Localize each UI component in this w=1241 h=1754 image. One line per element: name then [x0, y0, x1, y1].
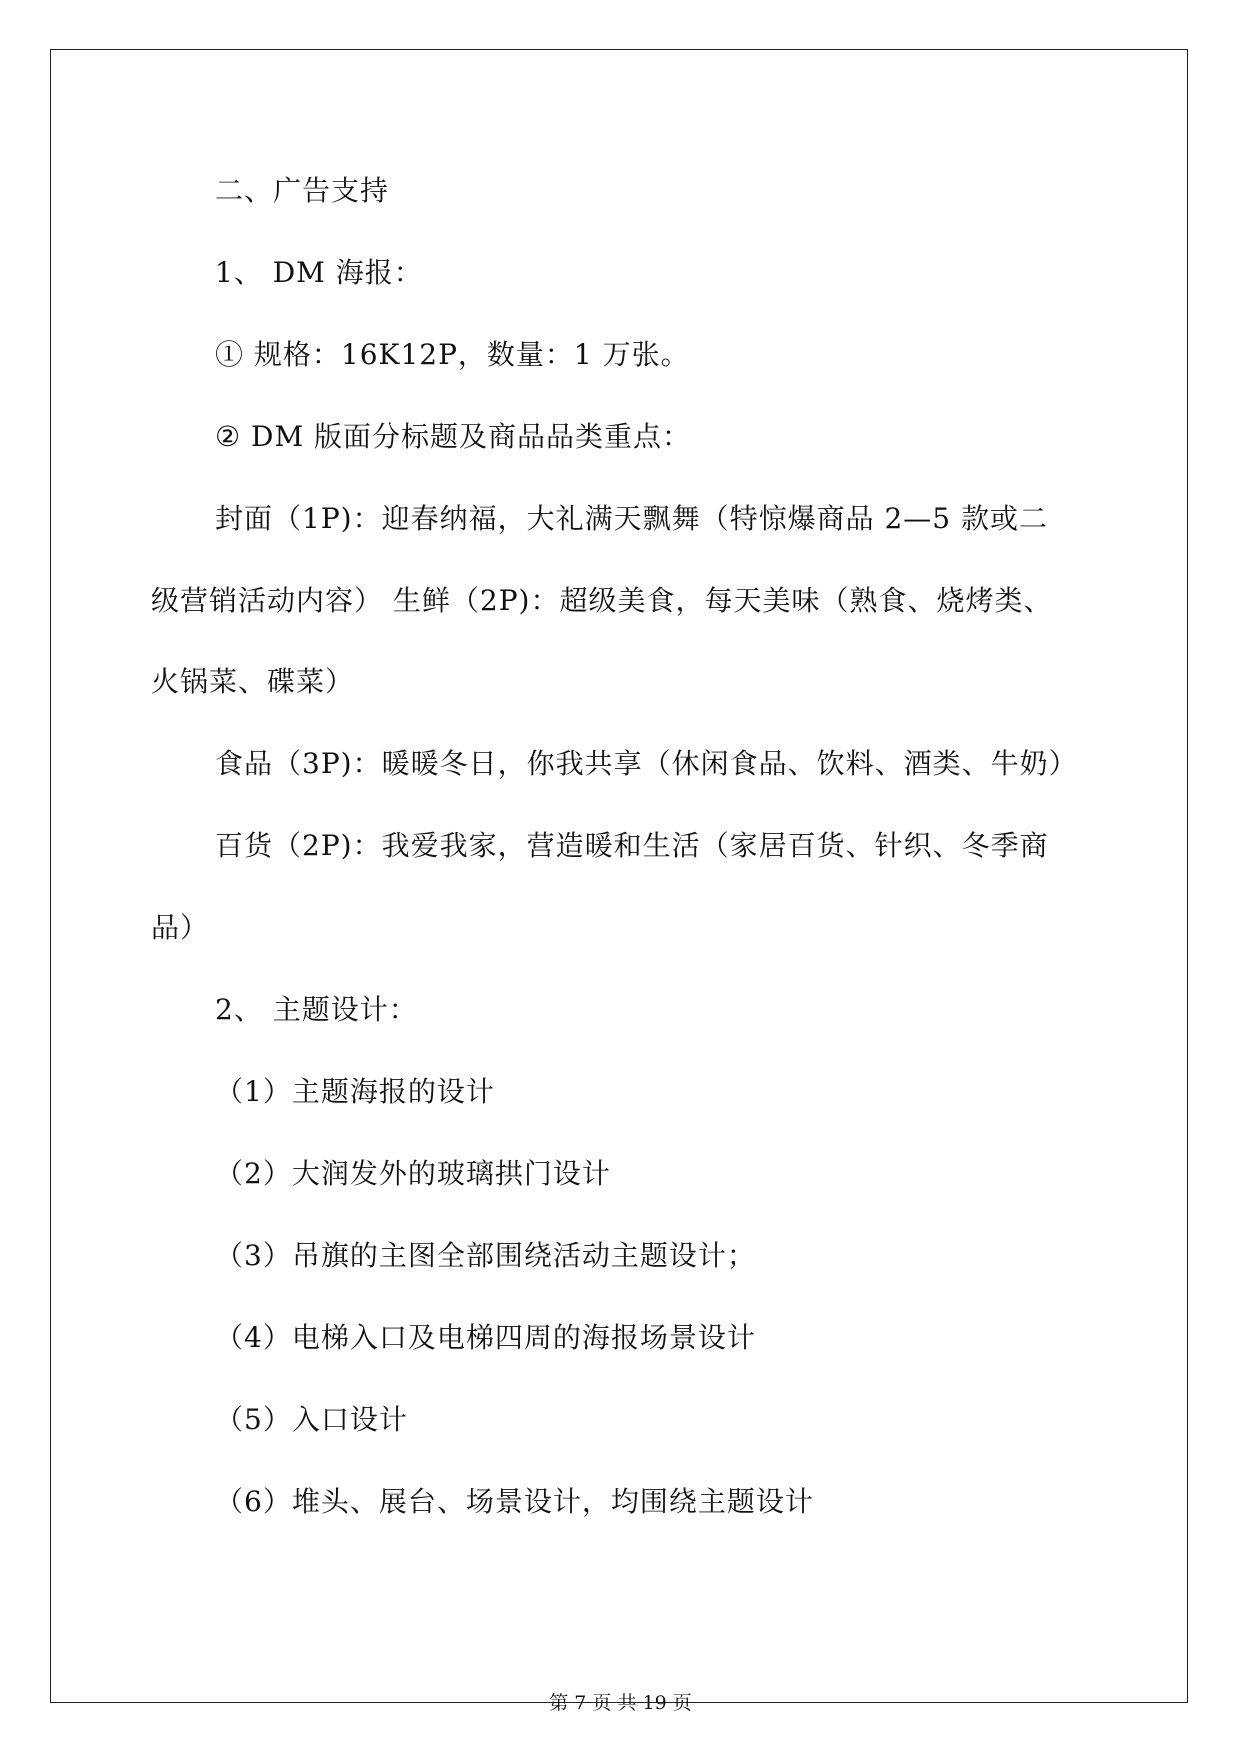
- theme-item: （4）电梯入口及电梯四周的海报场景设计: [215, 1321, 756, 1354]
- theme-heading: 2、 主题设计：: [215, 993, 418, 1026]
- cover-line-1: 封面（1P)：迎春纳福，大礼满天飘舞（特惊爆商品 2—5 款或二: [215, 502, 1049, 535]
- theme-item: （3）吊旗的主图全部围绕活动主题设计；: [215, 1239, 756, 1272]
- theme-item: （5）入口设计: [215, 1403, 408, 1436]
- goods-line-1: 百货（2P)：我爱我家，营造暖和生活（家居百货、针织、冬季商: [215, 829, 1049, 862]
- cover-line-2: 级营销活动内容） 生鲜（2P)：超级美食，每天美味（熟食、烧烤类、: [151, 584, 1053, 617]
- theme-item: （6）堆头、展台、场景设计，均围绕主题设计: [215, 1485, 814, 1518]
- dm-spec: ① 规格：16K12P，数量：1 万张。: [215, 338, 690, 371]
- dm-heading: 1、 DM 海报：: [215, 256, 423, 289]
- dm-layout-intro: ② DM 版面分标题及商品品类重点：: [215, 420, 692, 453]
- food-line: 食品（3P)：暖暖冬日，你我共享（休闲食品、饮料、酒类、牛奶）: [215, 747, 1078, 780]
- page-number-footer: 第 7 页 共 19 页: [549, 1692, 692, 1714]
- section-title: 二、广告支持: [215, 174, 390, 207]
- page-border: [50, 49, 1188, 1703]
- goods-line-2: 品）: [151, 911, 210, 944]
- theme-item: （1）主题海报的设计: [215, 1075, 495, 1108]
- theme-item: （2）大润发外的玻璃拱门设计: [215, 1157, 611, 1190]
- cover-line-3: 火锅菜、碟菜）: [151, 665, 355, 698]
